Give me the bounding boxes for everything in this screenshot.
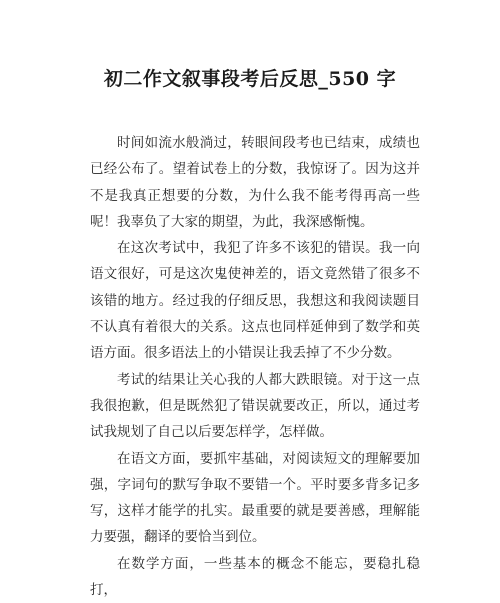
document-body xyxy=(90,130,420,603)
paragraph-3: 考试的结果让关心我的人都大跌眼镜。对于这一点我很抱歉，但是既然犯了错误就要改正，所以，通过考试我规划了自己以后要怎样学，怎样做。 xyxy=(90,371,420,441)
paragraph-4: 在语文方面，要抓牢基础，对阅读短文的理解要加强，字词句的默写争取不要错一个。平时要多背多记多写，这样才能学的扎实。最重要的就是要善感，理解能力要强，翻译的要恰当到位。 xyxy=(90,450,420,546)
document-title: 初二作文叙事段考后反思_550 字 xyxy=(103,68,397,90)
paragraph-2: 在这次考试中，我犯了许多不该犯的错误。我一向语文很好，可是这次鬼使神差的，语文竟然错了很多不该错的地方。经过我的仔细反思，我想这和我阅读题目不认真有着很大的关系。这点也同样延伸到了数学和英语方面。很多语法上的小错误让我丢掉了不少分数。 xyxy=(90,240,420,362)
paragraph-1: 时间如流水般淌过，转眼间段考也已结束，成绩也已经公布了。望着试卷上的分数，我惊讶了。因为这并不是我真正想要的分数，为什么我不能考得再高一些呢！我辜负了大家的期望，为此，我深感惭愧。 xyxy=(90,135,420,230)
paragraph-5: 在数学方面，一些基本的概念不能忘，要稳扎稳打， xyxy=(90,555,420,599)
